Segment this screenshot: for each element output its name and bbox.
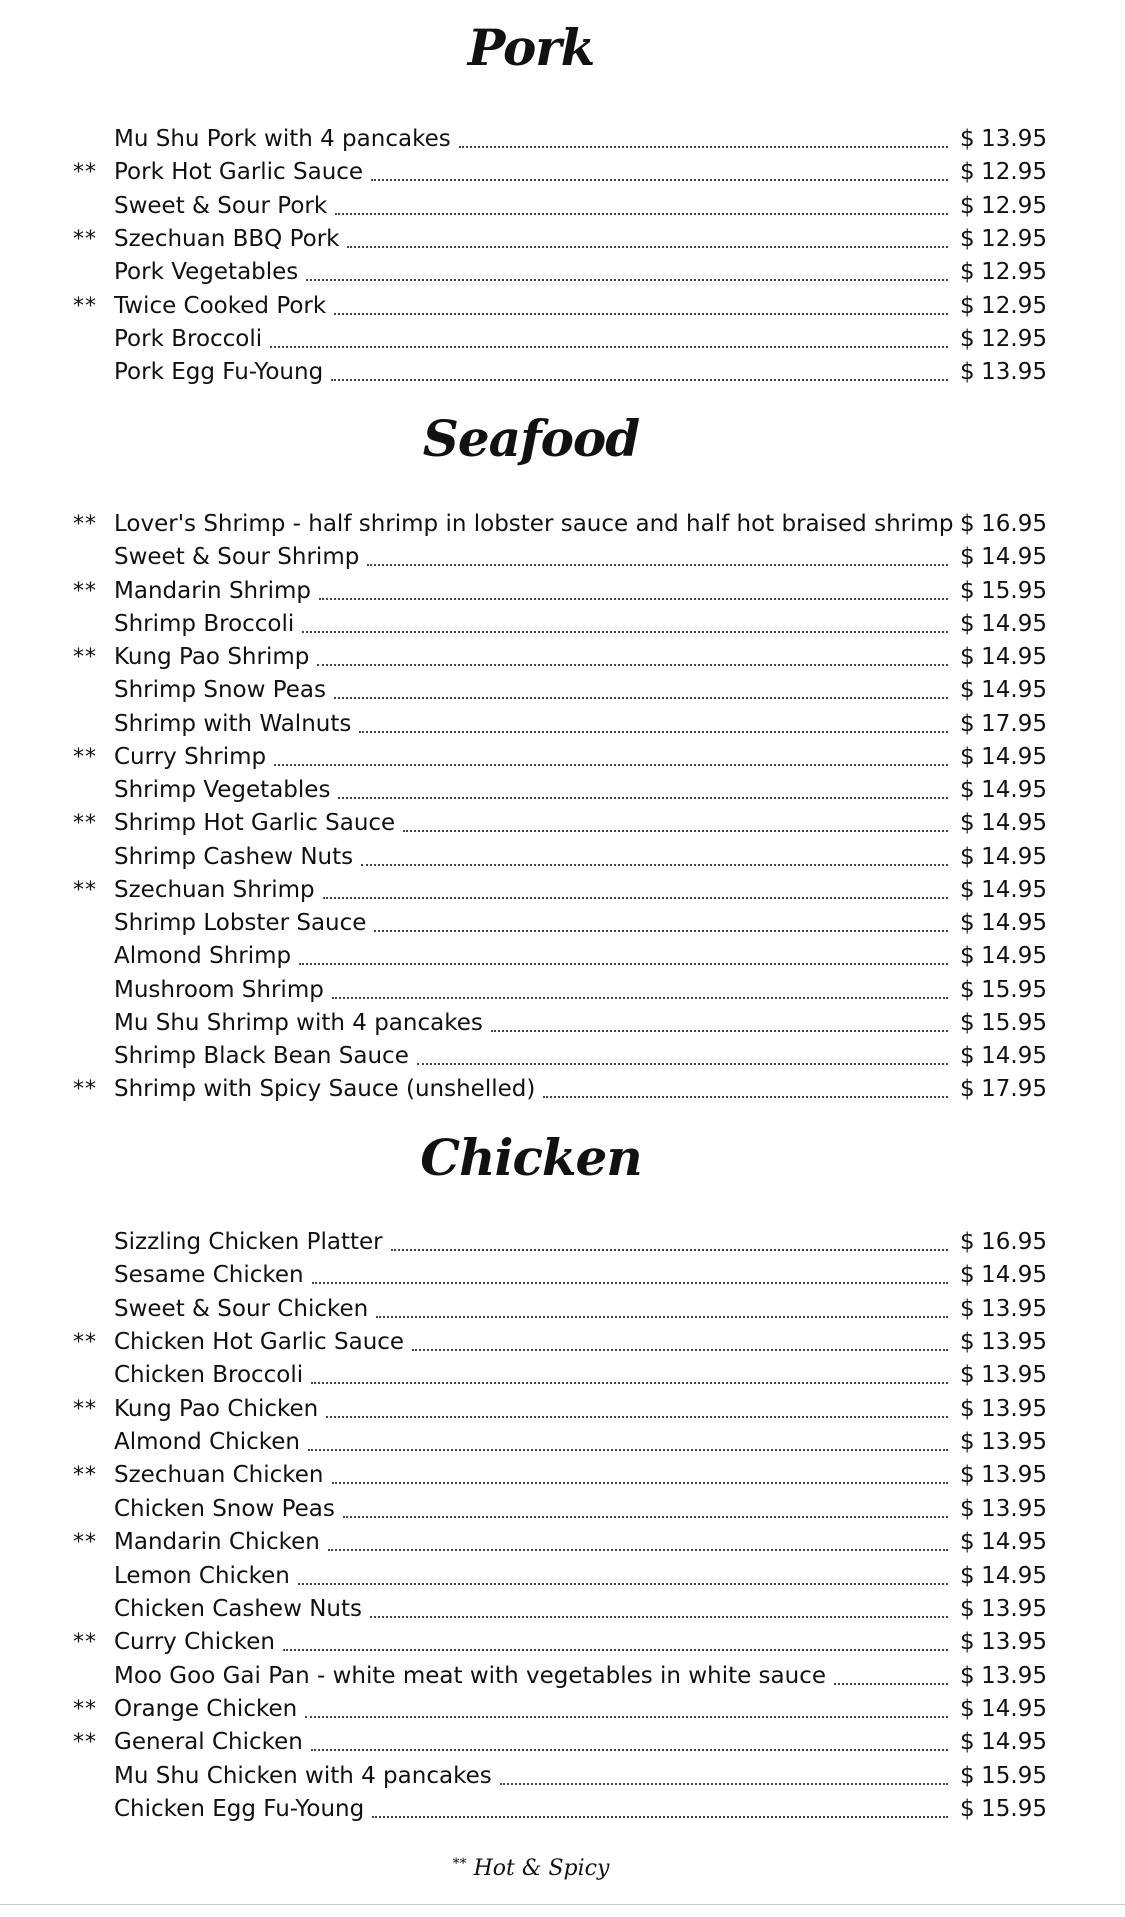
item-name: Mu Shu Chicken with 4 pancakes: [114, 1762, 492, 1789]
menu-item: [0, 541, 1125, 574]
spicy-marker: **: [73, 645, 97, 670]
item-price: 14.95: [981, 1695, 1047, 1722]
item-name: Shrimp Broccoli: [114, 610, 295, 637]
currency-symbol: $: [960, 359, 975, 386]
menu-item: [0, 1259, 1125, 1292]
item-leader: [114, 123, 948, 156]
menu-item: [0, 508, 1125, 541]
item-leader: [114, 1426, 948, 1459]
item-name: Curry Shrimp: [114, 743, 267, 770]
menu-item: [0, 575, 1125, 608]
dot-leader: [491, 1028, 948, 1032]
item-name: Moo Goo Gai Pan - white meat with vegetables in white sauce: [114, 1662, 827, 1689]
item-price: 14.95: [981, 810, 1047, 837]
menu-item: [0, 1526, 1125, 1559]
item-name: Almond Shrimp: [114, 943, 292, 970]
menu-item: [0, 641, 1125, 674]
item-name: Shrimp Cashew Nuts: [114, 843, 354, 870]
menu-item: [0, 674, 1125, 707]
currency-symbol: $: [960, 1462, 975, 1489]
item-price: 13.95: [981, 1495, 1047, 1522]
item-name: Sizzling Chicken Platter: [114, 1229, 383, 1255]
item-leader: [114, 223, 948, 256]
item-name: Pork Hot Garlic Sauce: [114, 159, 364, 186]
dot-leader: [328, 1547, 948, 1551]
dot-leader: [270, 344, 948, 348]
currency-symbol: $: [960, 1795, 975, 1822]
item-price: 13.95: [981, 1429, 1047, 1456]
spicy-marker: **: [73, 1463, 97, 1489]
item-price: 17.95: [981, 1076, 1047, 1103]
item-name: Kung Pao Chicken: [114, 1395, 319, 1422]
menu-item: [0, 974, 1125, 1007]
dot-leader: [332, 995, 948, 999]
item-price: 14.95: [981, 610, 1047, 637]
item-leader: [114, 1560, 948, 1593]
item-name: Curry Chicken: [114, 1629, 275, 1656]
menu-item: [0, 1726, 1125, 1759]
dot-leader: [376, 1314, 948, 1318]
item-leader: [114, 674, 948, 707]
spicy-marker: **: [73, 877, 97, 903]
item-price: 14.95: [981, 1262, 1047, 1289]
currency-symbol: $: [960, 976, 975, 1003]
item-leader: [114, 1660, 948, 1693]
menu-item: [0, 1007, 1125, 1040]
spicy-marker: **: [73, 1396, 97, 1422]
dot-leader: [308, 1447, 948, 1451]
item-leader: [114, 1459, 948, 1492]
item-price: 14.95: [981, 1729, 1047, 1756]
item-price: 13.95: [981, 1629, 1047, 1656]
dot-leader: [274, 762, 948, 766]
item-price: 15.95: [981, 577, 1047, 604]
item-price: 15.95: [981, 1009, 1047, 1036]
menu-item: [0, 1560, 1125, 1593]
item-leader: [114, 356, 948, 389]
item-leader: [114, 156, 948, 189]
hot-spicy-legend: [0, 1856, 1062, 1881]
menu-item: [0, 608, 1125, 641]
menu-item: [0, 741, 1125, 774]
item-leader: [114, 1259, 948, 1292]
currency-symbol: $: [960, 777, 975, 803]
menu-item: [0, 1426, 1125, 1459]
currency-symbol: $: [960, 544, 975, 571]
item-leader: [114, 1359, 948, 1392]
dot-leader: [312, 1280, 948, 1284]
spicy-marker: **: [73, 293, 97, 319]
menu-item: [0, 1660, 1125, 1693]
item-price: 16.95: [981, 1229, 1047, 1255]
dot-leader: [372, 1814, 948, 1818]
item-price: 14.95: [981, 943, 1047, 970]
spicy-marker: **: [73, 160, 97, 186]
dot-leader: [343, 1514, 948, 1518]
dot-leader: [311, 1380, 948, 1384]
dot-leader: [361, 862, 948, 866]
spicy-marker: **: [73, 744, 97, 770]
item-name: Pork Egg Fu-Young: [114, 359, 324, 386]
item-price: 13.95: [981, 1329, 1047, 1356]
item-price: 14.95: [981, 777, 1047, 803]
menu-item: [0, 708, 1125, 741]
item-name: Sweet & Sour Shrimp: [114, 544, 360, 571]
item-price: 15.95: [981, 1762, 1047, 1789]
item-price: 13.95: [981, 126, 1047, 152]
item-name: Mandarin Shrimp: [114, 577, 311, 604]
legend-note: Hot & Spicy: [473, 1856, 610, 1881]
item-name: Szechuan Shrimp: [114, 876, 315, 903]
item-price: 12.95: [981, 325, 1047, 352]
currency-symbol: $: [960, 1729, 975, 1756]
item-name: Twice Cooked Pork: [114, 292, 327, 319]
menu-item: [0, 223, 1125, 256]
menu-item: [0, 1226, 1125, 1259]
dot-leader: [403, 828, 948, 832]
menu-item: [0, 907, 1125, 940]
menu-item: [0, 1359, 1125, 1392]
menu-item: [0, 774, 1125, 807]
item-price: 14.95: [981, 876, 1047, 903]
item-leader: [114, 774, 948, 807]
dot-leader: [500, 1781, 948, 1785]
item-leader: [114, 256, 948, 289]
item-price: 14.95: [981, 677, 1047, 704]
currency-symbol: $: [960, 1529, 975, 1556]
item-leader: [114, 1493, 948, 1526]
spicy-marker: **: [73, 1696, 97, 1722]
spicy-marker: **: [73, 1730, 97, 1756]
dot-leader: [331, 377, 948, 381]
item-price: 14.95: [981, 1562, 1047, 1589]
currency-symbol: $: [960, 1762, 975, 1789]
item-leader: [114, 907, 948, 940]
menu-item: [0, 190, 1125, 223]
item-name: Sweet & Sour Pork: [114, 192, 328, 219]
item-leader: [114, 190, 948, 223]
dot-leader: [311, 1747, 948, 1751]
item-name: Mushroom Shrimp: [114, 976, 324, 1003]
currency-symbol: $: [960, 259, 975, 286]
item-leader: [114, 741, 948, 774]
dot-leader: [326, 1414, 948, 1418]
currency-symbol: $: [960, 743, 975, 770]
spicy-marker: **: [73, 1530, 97, 1556]
item-leader: [114, 1326, 948, 1359]
spicy-marker: **: [73, 578, 97, 604]
menu-item: [0, 356, 1125, 389]
item-name: Shrimp Lobster Sauce: [114, 910, 367, 936]
dot-leader: [302, 629, 948, 633]
item-name: Shrimp Snow Peas: [114, 677, 326, 704]
item-leader: [114, 1007, 948, 1040]
dot-leader: [317, 662, 948, 666]
item-leader: [114, 323, 948, 356]
item-name: General Chicken: [114, 1729, 303, 1756]
currency-symbol: $: [960, 1262, 975, 1289]
item-leader: [114, 940, 948, 973]
bottom-divider: [0, 1904, 1125, 1905]
legend-marker: **: [452, 1856, 467, 1872]
item-name: Pork Vegetables: [114, 259, 299, 286]
dot-leader: [332, 1480, 948, 1484]
spicy-marker: **: [73, 811, 97, 837]
currency-symbol: $: [960, 810, 975, 837]
item-name: Chicken Broccoli: [114, 1362, 304, 1389]
menu-item: [0, 807, 1125, 840]
item-leader: [114, 1693, 948, 1726]
dot-leader: [323, 895, 948, 899]
currency-symbol: $: [960, 225, 975, 252]
currency-symbol: $: [960, 876, 975, 903]
currency-symbol: $: [960, 1043, 975, 1069]
item-leader: [114, 1726, 948, 1759]
item-price: 13.95: [981, 1295, 1047, 1322]
section-title-seafood: Seafood: [422, 409, 640, 468]
menu-item: [0, 1493, 1125, 1526]
item-leader: [114, 1626, 948, 1659]
item-name: Shrimp Vegetables: [114, 777, 331, 803]
currency-symbol: $: [960, 610, 975, 637]
dot-leader: [370, 1614, 948, 1618]
item-leader: [114, 1526, 948, 1559]
section-title-pork: Pork: [467, 18, 595, 77]
currency-symbol: $: [960, 1562, 975, 1589]
item-leader: [114, 1760, 948, 1793]
item-price: 12.95: [981, 259, 1047, 286]
item-leader: [114, 608, 948, 641]
item-name: Chicken Snow Peas: [114, 1495, 335, 1522]
item-price: 12.95: [981, 159, 1047, 186]
menu-item: [0, 123, 1125, 156]
currency-symbol: $: [960, 1695, 975, 1722]
item-price: 13.95: [981, 359, 1047, 386]
dot-leader: [334, 695, 948, 699]
currency-symbol: $: [960, 910, 975, 936]
menu-item: [0, 1040, 1125, 1073]
spicy-marker: **: [73, 1077, 97, 1103]
menu-item: [0, 841, 1125, 874]
item-price: 15.95: [981, 1795, 1047, 1822]
dot-leader: [834, 1681, 948, 1685]
currency-symbol: $: [960, 1495, 975, 1522]
item-name: Lover's Shrimp - half shrimp in lobster sauce and half hot braised shrimp: [114, 511, 954, 537]
item-leader: [114, 1226, 948, 1259]
menu-item: [0, 1626, 1125, 1659]
item-leader: [114, 807, 948, 840]
item-price: 14.95: [981, 910, 1047, 936]
menu-item: [0, 1459, 1125, 1492]
item-leader: [114, 1393, 948, 1426]
menu-item: [0, 290, 1125, 323]
currency-symbol: $: [960, 1329, 975, 1356]
menu-item: [0, 940, 1125, 973]
dot-leader: [305, 1714, 948, 1718]
dot-leader: [391, 1247, 948, 1251]
dot-leader: [283, 1647, 948, 1651]
item-price: 12.95: [981, 225, 1047, 252]
item-name: Szechuan BBQ Pork: [114, 225, 340, 252]
dot-leader: [306, 277, 948, 281]
currency-symbol: $: [960, 292, 975, 319]
item-price: 13.95: [981, 1595, 1047, 1622]
item-price: 16.95: [981, 511, 1047, 537]
item-price: 12.95: [981, 292, 1047, 319]
item-leader: [114, 541, 948, 574]
dot-leader: [417, 1061, 948, 1065]
item-leader: [114, 974, 948, 1007]
item-leader: [114, 290, 948, 323]
item-leader: [114, 1293, 948, 1326]
currency-symbol: $: [960, 126, 975, 152]
item-price: 14.95: [981, 743, 1047, 770]
currency-symbol: $: [960, 577, 975, 604]
menu-item: [0, 156, 1125, 189]
item-name: Lemon Chicken: [114, 1562, 290, 1589]
item-price: 13.95: [981, 1662, 1047, 1689]
item-name: Shrimp Black Bean Sauce: [114, 1043, 409, 1069]
currency-symbol: $: [960, 943, 975, 970]
menu-item: [0, 323, 1125, 356]
item-name: Sesame Chicken: [114, 1262, 304, 1289]
item-price: 14.95: [981, 843, 1047, 870]
menu-item: [0, 874, 1125, 907]
menu-item: [0, 1693, 1125, 1726]
item-price: 13.95: [981, 1395, 1047, 1422]
currency-symbol: $: [960, 511, 975, 537]
section-title-chicken: Chicken: [420, 1128, 642, 1187]
dot-leader: [459, 144, 948, 148]
currency-symbol: $: [960, 710, 975, 737]
spicy-marker: **: [73, 1330, 97, 1356]
item-name: Almond Chicken: [114, 1429, 300, 1456]
item-price: 14.95: [981, 1043, 1047, 1069]
item-name: Mu Shu Shrimp with 4 pancakes: [114, 1009, 483, 1036]
currency-symbol: $: [960, 677, 975, 704]
item-leader: [114, 708, 948, 741]
menu-item: [0, 1393, 1125, 1426]
item-price: 14.95: [981, 1529, 1047, 1556]
currency-symbol: $: [960, 1295, 975, 1322]
currency-symbol: $: [960, 1009, 975, 1036]
currency-symbol: $: [960, 325, 975, 352]
item-leader: [114, 1073, 948, 1106]
item-name: Orange Chicken: [114, 1695, 298, 1722]
dot-leader: [338, 795, 948, 799]
item-leader: [114, 874, 948, 907]
item-leader: [114, 1593, 948, 1626]
item-name: Kung Pao Shrimp: [114, 644, 310, 670]
currency-symbol: $: [960, 1229, 975, 1255]
currency-symbol: $: [960, 1395, 975, 1422]
item-name: Shrimp with Walnuts: [114, 710, 352, 737]
currency-symbol: $: [960, 843, 975, 870]
dot-leader: [371, 177, 948, 181]
dot-leader: [367, 562, 948, 566]
dot-leader: [359, 729, 948, 733]
item-name: Mandarin Chicken: [114, 1529, 320, 1556]
dot-leader: [299, 961, 948, 965]
item-leader: [114, 508, 954, 541]
item-leader: [114, 1040, 948, 1073]
item-price: 13.95: [981, 1462, 1047, 1489]
item-name: Chicken Hot Garlic Sauce: [114, 1329, 405, 1356]
item-name: Chicken Cashew Nuts: [114, 1595, 362, 1622]
item-price: 12.95: [981, 192, 1047, 219]
dot-leader: [298, 1581, 948, 1585]
currency-symbol: $: [960, 1362, 975, 1389]
dot-leader: [543, 1094, 948, 1098]
item-price: 15.95: [981, 976, 1047, 1003]
dot-leader: [412, 1347, 948, 1351]
item-leader: [114, 841, 948, 874]
item-name: Chicken Egg Fu-Young: [114, 1795, 365, 1822]
spicy-marker: **: [73, 1630, 97, 1656]
menu-item: [0, 256, 1125, 289]
dot-leader: [319, 596, 948, 600]
currency-symbol: $: [960, 1429, 975, 1456]
currency-symbol: $: [960, 1595, 975, 1622]
menu-item: [0, 1326, 1125, 1359]
menu-item: [0, 1293, 1125, 1326]
currency-symbol: $: [960, 1629, 975, 1656]
currency-symbol: $: [960, 644, 975, 670]
item-name: Sweet & Sour Chicken: [114, 1295, 369, 1322]
item-leader: [114, 641, 948, 674]
dot-leader: [335, 211, 948, 215]
item-price: 13.95: [981, 1362, 1047, 1389]
item-price: 14.95: [981, 544, 1047, 571]
item-leader: [114, 1793, 948, 1826]
item-leader: [114, 575, 948, 608]
spicy-marker: **: [73, 512, 97, 537]
dot-leader: [334, 311, 948, 315]
spicy-marker: **: [73, 226, 97, 252]
menu-item: [0, 1073, 1125, 1106]
menu-item: [0, 1760, 1125, 1793]
currency-symbol: $: [960, 1662, 975, 1689]
item-name: Shrimp with Spicy Sauce (unshelled): [114, 1076, 536, 1103]
dot-leader: [374, 928, 948, 932]
menu-item: [0, 1793, 1125, 1826]
dot-leader: [347, 244, 948, 248]
item-price: 17.95: [981, 710, 1047, 737]
item-price: 14.95: [981, 644, 1047, 670]
currency-symbol: $: [960, 159, 975, 186]
item-name: Szechuan Chicken: [114, 1462, 324, 1489]
item-name: Shrimp Hot Garlic Sauce: [114, 810, 396, 837]
menu-item: [0, 1593, 1125, 1626]
item-name: Mu Shu Pork with 4 pancakes: [114, 126, 451, 152]
item-name: Pork Broccoli: [114, 325, 263, 352]
currency-symbol: $: [960, 1076, 975, 1103]
currency-symbol: $: [960, 192, 975, 219]
